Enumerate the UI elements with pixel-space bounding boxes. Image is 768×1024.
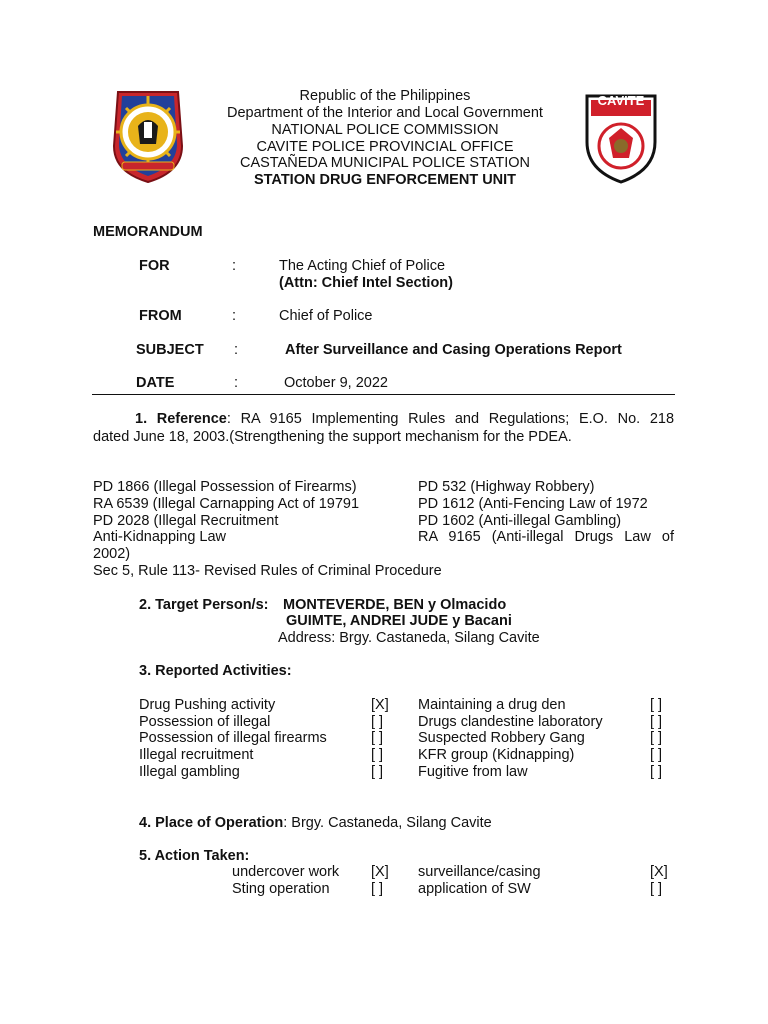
from-label: FROM: [139, 308, 182, 324]
date-value: October 9, 2022: [284, 375, 388, 391]
action-right-2: application of SW: [418, 881, 531, 897]
activity-right-mark-3: [ ]: [650, 730, 663, 746]
header-line-4: CAVITE POLICE PROVINCIAL OFFICE: [256, 139, 514, 155]
activity-left-2: Possession of illegal: [139, 714, 271, 730]
action-left-2: Sting operation: [232, 881, 330, 897]
activity-left-1: Drug Pushing activity: [139, 697, 276, 713]
header-line-5: CASTAÑEDA MUNICIPAL POLICE STATION: [239, 155, 531, 171]
activity-right-mark-5: [ ]: [650, 764, 663, 780]
for-attn: (Attn: Chief Intel Section): [279, 275, 453, 291]
law-right-4-text: RA 9165 (Anti-illegal Drugs Law of: [418, 529, 674, 545]
target-person-1: MONTEVERDE, BEN y Olmacido: [283, 597, 507, 613]
header-line-1: Republic of the Philippines: [299, 88, 471, 104]
subject-value: After Surveillance and Casing Operations Report: [285, 342, 622, 358]
reference-number: 1. Reference: [135, 411, 227, 427]
header-line-2: Department of the Interior and Local Government: [227, 105, 543, 121]
place-label: . Place of Operation: [147, 815, 284, 831]
action-left-1: undercover work: [232, 864, 340, 880]
target-label: . Target Person/s:: [147, 597, 269, 613]
activity-left-4: Illegal recruitment: [139, 747, 254, 763]
activity-right-3: Suspected Robbery Gang: [418, 730, 585, 746]
unit-title: STATION DRUG ENFORCEMENT UNIT: [253, 172, 517, 188]
action-heading: 5. Action Taken:: [139, 848, 250, 864]
action-left-mark-2: [ ]: [371, 881, 384, 897]
action-right-mark-1: [X]: [650, 864, 668, 880]
for-value: The Acting Chief of Police: [279, 258, 446, 274]
reference-text: RA 9165 Implementing Rules and Regulations; E.O. No. 218: [240, 411, 675, 427]
for-label: FOR: [139, 258, 170, 274]
activity-left-3: Possession of illegal firearms: [139, 730, 327, 746]
activity-right-4: KFR group (Kidnapping): [418, 747, 575, 763]
activity-right-mark-2: [ ]: [650, 714, 663, 730]
from-colon: :: [232, 308, 237, 324]
subject-label: SUBJECT: [136, 342, 204, 358]
target-address: Address: Brgy. Castaneda, Silang Cavite: [278, 630, 540, 646]
activity-left-5: Illegal gambling: [139, 764, 240, 780]
activity-left-mark-5: [ ]: [371, 764, 384, 780]
date-colon: :: [234, 375, 239, 391]
from-value: Chief of Police: [279, 308, 373, 324]
target-heading: [139, 597, 268, 613]
date-label: DATE: [136, 375, 175, 391]
reference-line-2: dated June 18, 2003.(Strengthening the support mechanism for the PDEA.: [93, 429, 572, 445]
cavite-logo-title: CAVITE: [597, 93, 645, 108]
action-right-1: surveillance/casing: [418, 864, 541, 880]
law-right-4: [418, 529, 674, 545]
law-right-2: PD 1612 (Anti-Fencing Law of 1972: [418, 496, 648, 512]
action-right-mark-2: [ ]: [650, 881, 663, 897]
law-right-3: PD 1602 (Anti-illegal Gambling): [418, 513, 622, 529]
law-last: Sec 5, Rule 113- Revised Rules of Criminal Procedure: [93, 563, 442, 579]
place-number: 4: [139, 815, 148, 831]
activity-right-mark-4: [ ]: [650, 747, 663, 763]
activity-right-5: Fugitive from law: [418, 764, 528, 780]
memo-divider: [92, 394, 675, 395]
place-value: : Brgy. Castaneda, Silang Cavite: [283, 815, 492, 831]
law-left-4: Anti-Kidnapping Law: [93, 529, 227, 545]
law-left-2: RA 6539 (Illegal Carnapping Act of 19791: [93, 496, 360, 512]
law-right-1: PD 532 (Highway Robbery): [418, 479, 595, 495]
place-line: [139, 815, 492, 831]
activity-left-mark-4: [ ]: [371, 747, 384, 763]
activity-right-mark-1: [ ]: [650, 697, 663, 713]
target-number: 2: [139, 597, 148, 613]
activity-left-mark-1: [X]: [371, 697, 389, 713]
activity-left-mark-3: [ ]: [371, 730, 384, 746]
activity-right-1: Maintaining a drug den: [418, 697, 566, 713]
law-left-1: PD 1866 (Illegal Possession of Firearms): [93, 479, 357, 495]
subject-colon: :: [234, 342, 239, 358]
law-cont: 2002): [93, 546, 131, 562]
action-left-mark-1: [X]: [371, 864, 389, 880]
pnp-logo: [108, 86, 188, 184]
law-left-3: PD 2028 (Illegal Recruitment: [93, 513, 279, 529]
activity-left-mark-2: [ ]: [371, 714, 384, 730]
target-person-2: GUIMTE, ANDREI JUDE y Bacani: [286, 613, 512, 629]
for-colon: :: [232, 258, 237, 274]
activities-heading: 3. Reported Activities:: [139, 663, 292, 679]
reference-line-1: 1. Reference: RA 9165 Implementing Rules and Regulations; E.O. No. 218: [135, 411, 675, 427]
activity-right-2: Drugs clandestine laboratory: [418, 714, 603, 730]
memo-title: MEMORANDUM: [93, 224, 203, 240]
header-line-3: NATIONAL POLICE COMMISSION: [271, 122, 499, 138]
